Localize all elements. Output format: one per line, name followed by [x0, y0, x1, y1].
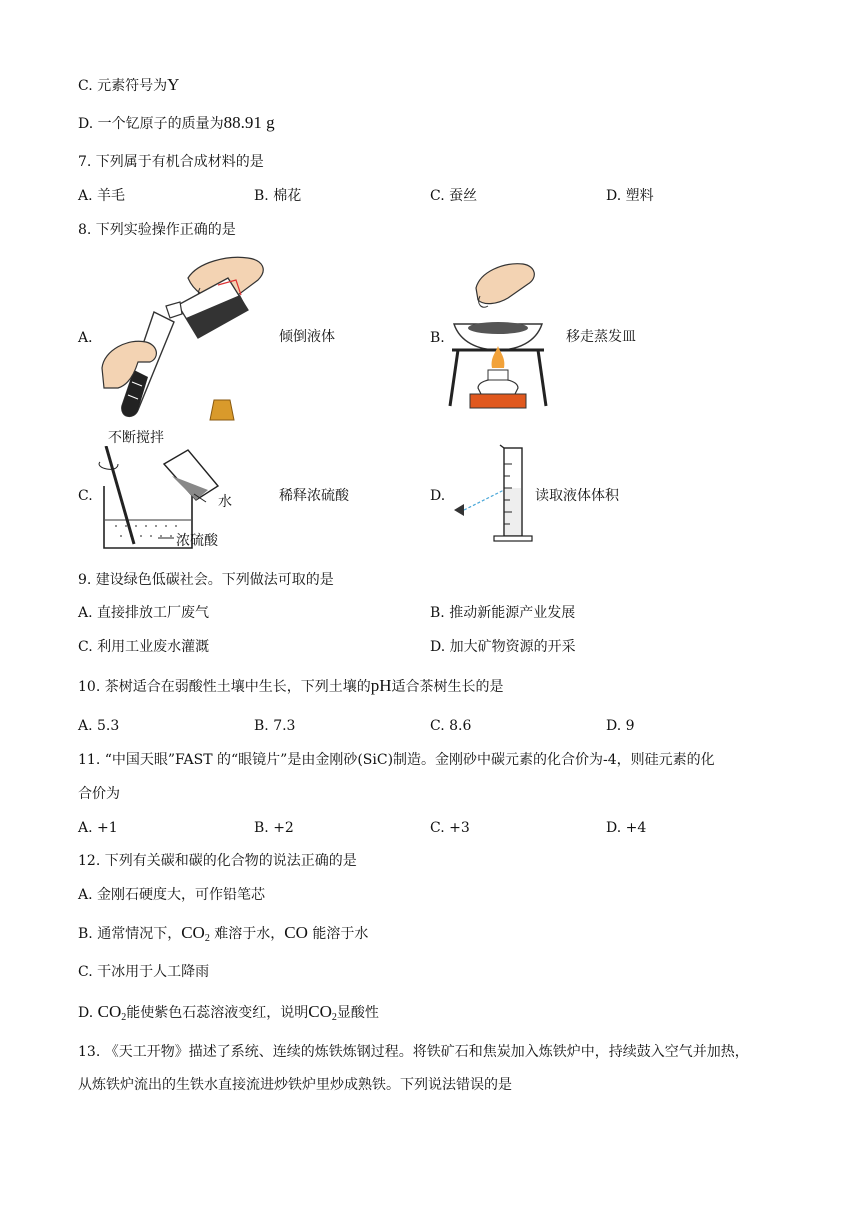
q10-stem-suffix: 适合茶树生长的是 — [391, 679, 504, 695]
q7-option-d: D. 塑料 — [606, 188, 654, 204]
q9-stem: 9. 建设绿色低碳社会。下列做法可取的是 — [78, 572, 334, 588]
q12-option-c: C. 干冰用于人工降雨 — [78, 964, 210, 980]
q7-stem: 7. 下列属于有机合成材料的是 — [78, 154, 264, 170]
q9-option-b: B. 推动新能源产业发展 — [430, 605, 576, 621]
acid-label: 浓硫酸 — [176, 533, 218, 549]
q8-option-d-caption: 读取液体体积 — [535, 488, 619, 504]
pouring-liquid-illustration — [98, 250, 288, 425]
q8-stem: 8. 下列实验操作正确的是 — [78, 222, 236, 238]
q11-option-c: C. +3 — [430, 820, 470, 836]
co2-formula: $CO_2$ — [97, 1002, 127, 1023]
q13-stem-line2: 从炼铁炉流出的生铁水直接流进炒铁炉里炒成熟铁。下列说法错误的是 — [78, 1077, 512, 1093]
q7-option-b: B. 棉花 — [254, 188, 302, 204]
graduated-cylinder-illustration — [450, 444, 540, 544]
q12-option-b — [78, 923, 368, 949]
q10-option-d: D. 9 — [606, 718, 635, 734]
q7-option-c: C. 蚕丝 — [430, 188, 478, 204]
element-symbol: Y — [167, 75, 180, 94]
co2-formula: $CO_2$ — [308, 1002, 337, 1023]
q12-option-d-mid: 能使紫色石蕊溶液变红，说明 — [126, 1005, 309, 1021]
q10-option-c: C. 8.6 — [430, 718, 472, 734]
q12-option-d — [78, 1002, 379, 1028]
atomic-mass-value: 88.91 g — [223, 113, 275, 132]
stir-label: 不断搅拌 — [108, 430, 164, 446]
q12-option-b-suffix: 能溶于水 — [312, 926, 369, 942]
q10-stem — [78, 676, 504, 697]
q8-option-b-label: B. — [430, 330, 445, 346]
q9-option-d: D. 加大矿物资源的开采 — [430, 639, 576, 655]
q11-option-b: B. +2 — [254, 820, 294, 836]
q11-stem-line1: 11. “中国天眼”FAST 的“眼镜片”是由金刚砂(SiC)制造。金刚砂中碳元素的化合价为-4，则硅元素的化 — [78, 752, 715, 768]
q9-option-c: C. 利用工业废水灌溉 — [78, 639, 210, 655]
q10-option-a: A. 5.3 — [78, 718, 120, 734]
q12-option-a: A. 金刚石硬度大，可作铅笔芯 — [78, 887, 266, 903]
q7-option-a: A. 羊毛 — [78, 188, 126, 204]
q11-option-a: A. +1 — [78, 820, 118, 836]
q11-stem-line2: 合价为 — [78, 786, 120, 802]
water-label: 水 — [218, 494, 232, 510]
q9-option-a: A. 直接排放工厂废气 — [78, 605, 210, 621]
q8-option-b-caption: 移走蒸发皿 — [566, 329, 636, 345]
q12-option-d-prefix: D. — [78, 1005, 98, 1021]
q12-option-d-suffix: 显酸性 — [336, 1005, 379, 1021]
q6-option-c — [78, 75, 179, 96]
q10-option-b: B. 7.3 — [254, 718, 296, 734]
co2-formula: $CO_2$ — [181, 923, 210, 944]
q12-stem: 12. 下列有关碳和碳的化合物的说法正确的是 — [78, 853, 357, 869]
evaporating-dish-illustration — [448, 258, 548, 410]
co-formula: CO — [284, 923, 308, 942]
q12-option-b-prefix: B. 通常情况下， — [78, 926, 182, 942]
q6-option-d-text: D. 一个钇原子的质量为 — [78, 116, 224, 132]
q8-option-c-caption: 稀释浓硫酸 — [279, 488, 349, 504]
q8-option-d-label: D. — [430, 488, 446, 504]
q10-stem-prefix: 10. 茶树适合在弱酸性土壤中生长，下列土壤的 — [78, 679, 371, 695]
q13-stem-line1: 13. 《天工开物》描述了系统、连续的炼铁炼钢过程。将铁矿石和焦炭加入炼铁炉中，持续鼓入空气并加热， — [78, 1044, 749, 1060]
q8-option-a-label: A． — [78, 330, 103, 346]
ph-symbol: pH — [370, 676, 392, 695]
q6-option-d — [78, 113, 275, 134]
q12-option-b-mid: 难溶于水， — [214, 926, 285, 942]
q8-option-a-caption: 倾倒液体 — [279, 329, 335, 345]
q11-option-d: D. +4 — [606, 820, 647, 836]
q6-option-c-text: C. 元素符号为 — [78, 78, 168, 94]
q8-option-c-label: C. — [78, 488, 93, 504]
